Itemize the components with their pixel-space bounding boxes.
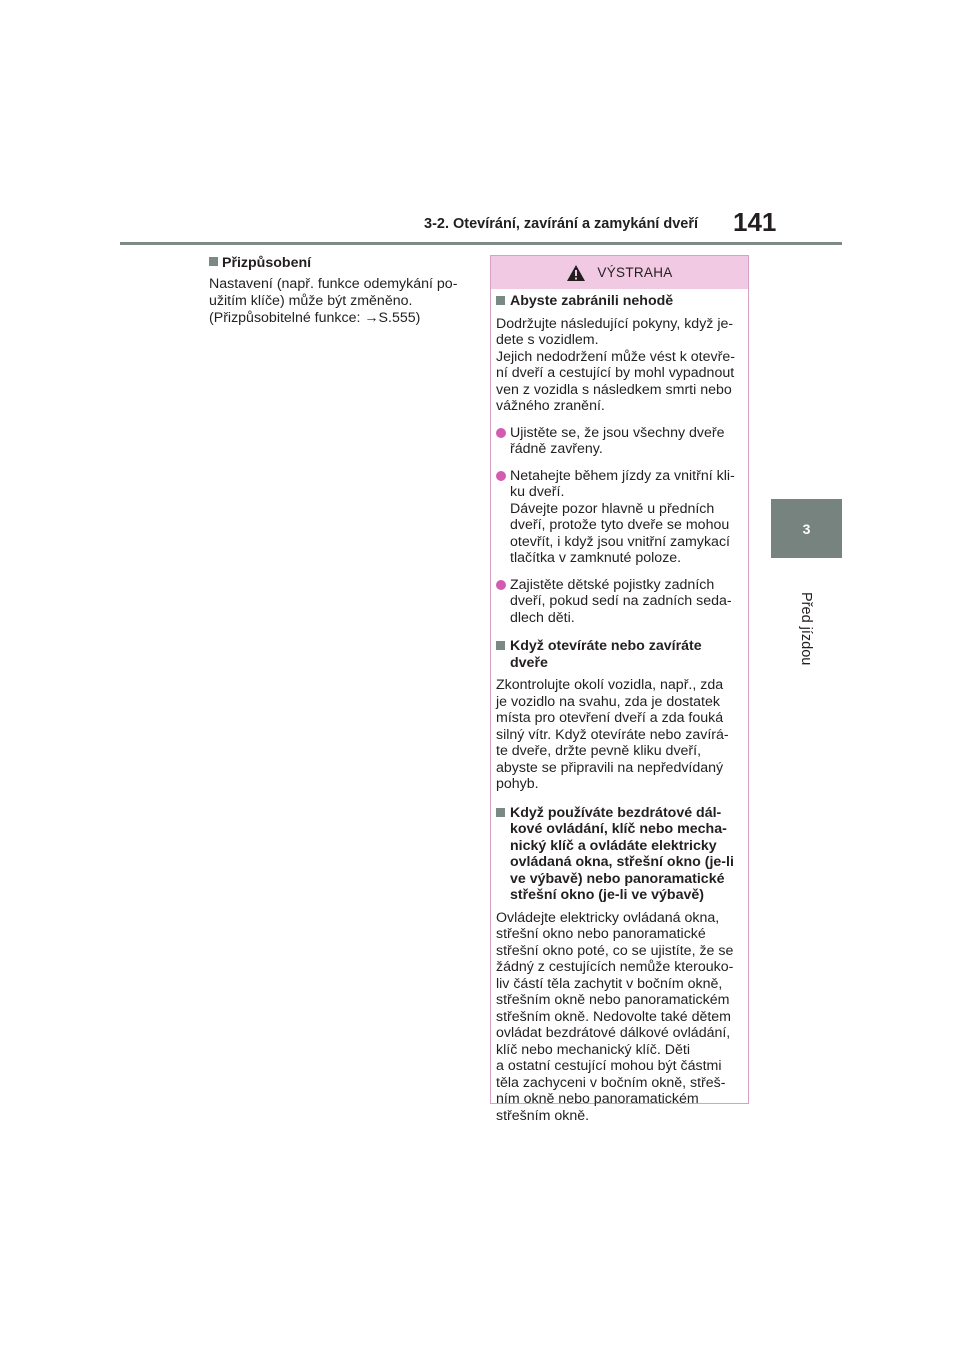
- heading-line: Abyste zabránili nehodě: [510, 293, 674, 309]
- page-number: 141: [733, 207, 777, 237]
- section-title: 3-2. Otevírání, zavírání a zamykání dveří: [424, 216, 699, 232]
- square-bullet-icon: [496, 641, 505, 650]
- text-line: ku dveří.: [510, 484, 565, 500]
- text-line: Dávejte pozor hlavně u předních: [510, 500, 715, 517]
- text-line: Zajistěte dětské pojistky zadních: [510, 576, 715, 593]
- text-line: Dodržujte následující pokyny, když je-: [496, 315, 734, 332]
- text-line: dete s vozidlem.: [496, 332, 599, 348]
- header-divider: [120, 242, 842, 245]
- heading-line: dveře: [510, 654, 548, 671]
- text-line: řádně zavřeny.: [510, 441, 603, 457]
- text-line: (Přizpůsobitelné funkce: →S.555): [209, 310, 421, 326]
- text-line: místa pro otevření dveří a zda fouká: [496, 710, 724, 726]
- chapter-number: 3: [802, 520, 811, 537]
- text-line: dveří, pokud sedí na zadních seda-: [510, 593, 732, 609]
- text-line: ním okně nebo panoramatickém: [496, 1091, 699, 1107]
- text-line: abyste se připravili na nepředvídaný: [496, 759, 724, 776]
- round-bullet-icon: [496, 580, 506, 590]
- heading-line: Když používáte bezdrátové dál-: [510, 804, 722, 821]
- warning-bullet-item: [496, 577, 740, 627]
- text-line: je vozidlo na svahu, zda je dostatek: [496, 693, 720, 710]
- text-line: tlačítka v zamknuté poloze.: [510, 550, 682, 566]
- square-bullet-icon: [209, 257, 218, 266]
- text-line: Netahejte během jízdy za vnitřní kli-: [510, 467, 735, 484]
- warning-bullet-item: [496, 425, 740, 458]
- customization-heading: [209, 255, 467, 272]
- warning-paragraph: [496, 910, 740, 1125]
- text-line: dveří, protože tyto dveře se mohou: [510, 517, 730, 533]
- text-line: dlech děti.: [510, 609, 575, 626]
- square-bullet-icon: [496, 296, 505, 305]
- text-line: Nastavení (např. funkce odemykání po-: [209, 276, 458, 292]
- warning-header: [491, 256, 748, 289]
- text-line: te dveře, držte pevně kliku dveří,: [496, 743, 702, 759]
- text-line: ovládat bezdrátové dálkové ovládání,: [496, 1025, 731, 1041]
- customization-heading-text: Přizpůsobení: [222, 255, 312, 271]
- text-line: střešní okno poté, co se ujistíte, že se: [496, 942, 734, 959]
- text-line: těla zachyceni v bočním okně, střeš-: [496, 1074, 726, 1091]
- warning-section-heading: [496, 805, 740, 904]
- round-bullet-icon: [496, 471, 506, 481]
- warning-paragraph: [496, 316, 740, 415]
- text-line: klíč nebo mechanický klíč. Děti: [496, 1041, 690, 1058]
- warning-section-heading: [496, 293, 740, 310]
- text-line: Zkontrolujte okolí vozidla, např., zda: [496, 677, 724, 693]
- text-line: silný vítr. Když otevíráte nebo zavírá-: [496, 726, 729, 743]
- warning-box: [490, 255, 749, 1124]
- chapter-label: Před jízdou: [798, 592, 814, 666]
- heading-line: střešní okno (je-li ve výbavě): [510, 887, 704, 903]
- chapter-tab: [771, 499, 842, 558]
- square-bullet-icon: [496, 808, 505, 817]
- text-line: užitím klíče) může být změněno.: [209, 293, 413, 309]
- heading-line: ve výbavě) nebo panoramatické: [510, 870, 725, 887]
- text-line: a ostatní cestující mohou být částmi: [496, 1058, 722, 1074]
- text-line: Ovládejte elektricky ovládaná okna,: [496, 909, 720, 926]
- text-line: otevřít, i když jsou vnitřní zamykací: [510, 533, 730, 550]
- heading-line: ovládaná okna, střešní okno (je-li: [510, 854, 734, 870]
- heading-line: nický klíč a ovládáte elektricky: [510, 837, 717, 854]
- text-line: Ujistěte se, že jsou všechny dveře: [510, 424, 725, 441]
- heading-line: Když otevíráte nebo zavíráte: [510, 638, 702, 654]
- text-line: ven z vozidla s následkem smrti nebo: [496, 381, 732, 398]
- warning-paragraph: [496, 677, 740, 793]
- warning-body: [491, 289, 748, 1124]
- warning-title: VÝSTRAHA: [597, 265, 673, 280]
- text-line: liv částí těla zachytit v bočním okně,: [496, 975, 723, 992]
- text-line: střešním okně nebo panoramatickém: [496, 992, 730, 1008]
- warning-section-heading: [496, 638, 740, 671]
- text-line: vážného zranění.: [496, 398, 605, 414]
- text-line: Jejich nedodržení může vést k otevře-: [496, 348, 735, 365]
- text-line: střešním okně.: [496, 1107, 590, 1124]
- heading-line: kové ovládání, klíč nebo mecha-: [510, 821, 727, 837]
- warning-bullet-item: [496, 468, 740, 567]
- text-line: žádný z cestujících nemůže kterouko-: [496, 959, 734, 975]
- text-line: pohyb.: [496, 776, 539, 792]
- text-line: střešním okně. Nedovolte také dětem: [496, 1008, 732, 1025]
- round-bullet-icon: [496, 428, 506, 438]
- customization-section: [209, 255, 467, 327]
- text-line: střešní okno nebo panoramatické: [496, 926, 706, 942]
- text-line: ní dveří a cestující by mohl vypadnout: [496, 365, 735, 381]
- customization-text: [209, 276, 467, 327]
- warning-triangle-icon: [566, 264, 586, 282]
